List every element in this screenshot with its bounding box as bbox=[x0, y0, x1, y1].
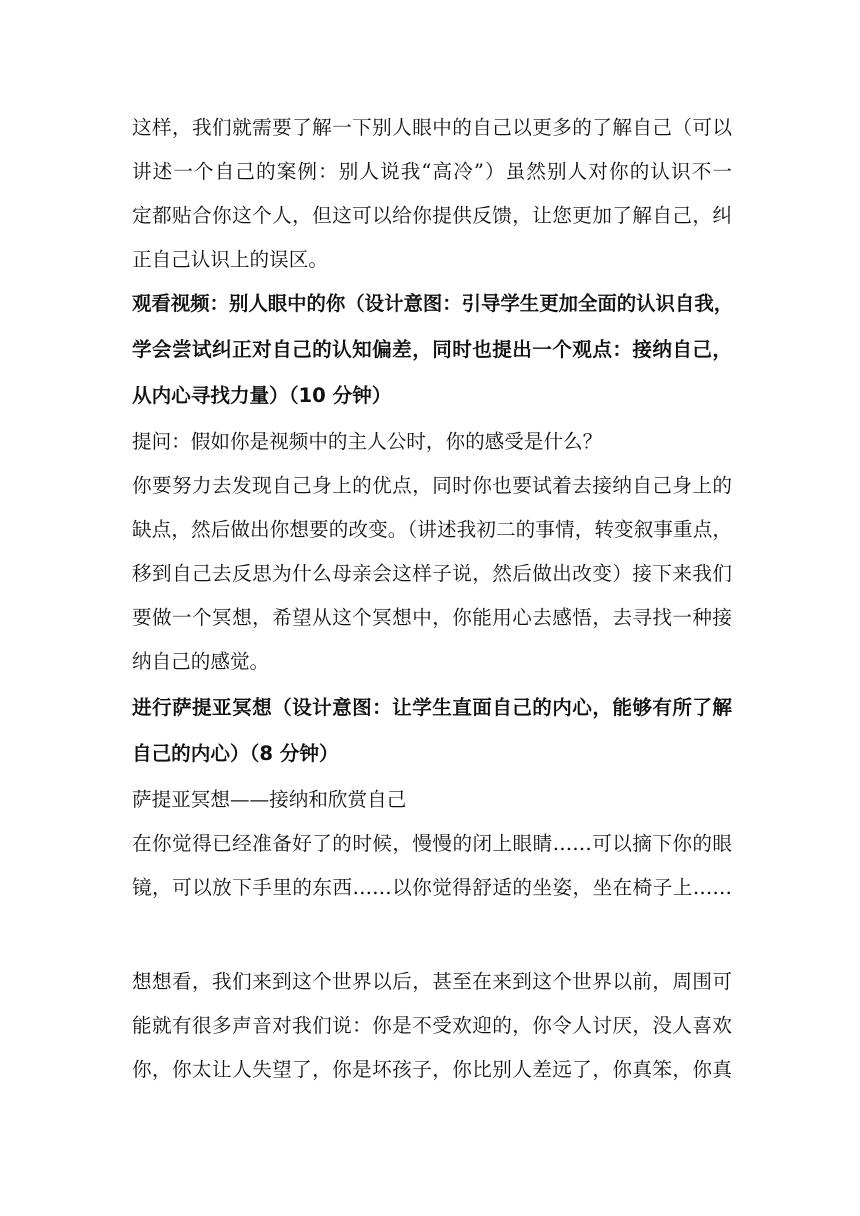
paragraph-line: 这样，我们就需要了解一下别人眼中的自己以更多的了解自己（可以 bbox=[132, 116, 732, 139]
subheading-line: 萨提亚冥想——接纳和欣赏自己 bbox=[132, 788, 407, 811]
paragraph-line: 在你觉得已经准备好了的时候，慢慢的闭上眼睛……可以摘下你的眼 bbox=[132, 832, 732, 855]
paragraph-line: 能就有很多声音对我们说：你是不受欢迎的，你令人讨厌，没人喜欢 bbox=[132, 1014, 732, 1037]
paragraph-line: 缺点，然后做出你想要的改变。（讲述我初二的事情，转变叙事重点， bbox=[132, 518, 732, 541]
paragraph-line: 你要努力去发现自己身上的优点，同时你也要试着去接纳自己身上的 bbox=[132, 474, 732, 497]
paragraph-line: 提问：假如你是视频中的主人公时，你的感受是什么？ bbox=[132, 430, 603, 453]
paragraph-line: 镜，可以放下手里的东西……以你觉得舒适的坐姿，坐在椅子上…… bbox=[132, 876, 732, 899]
paragraph-line: 要做一个冥想，希望从这个冥想中，你能用心去感悟，去寻找一种接 bbox=[132, 606, 732, 629]
paragraph-line: 纳自己的感觉。 bbox=[132, 650, 270, 673]
section-heading-line: 进行萨提亚冥想（设计意图：让学生直面自己的内心，能够有所了解 bbox=[132, 696, 732, 719]
paragraph-line: 想想看，我们来到这个世界以后，甚至在来到这个世界以前，周围可 bbox=[132, 970, 732, 993]
section-heading-line: 从内心寻找力量）（10 分钟） bbox=[132, 384, 392, 407]
section-heading-line: 观看视频：别人眼中的你（设计意图：引导学生更加全面的认识自我， bbox=[132, 292, 734, 315]
section-heading-line: 学会尝试纠正对自己的认知偏差，同时也提出一个观点：接纳自己， bbox=[132, 338, 732, 361]
paragraph-line: 正自己认识上的误区。 bbox=[132, 248, 328, 271]
paragraph-line: 移到自己去反思为什么母亲会这样子说，然后做出改变）接下来我们 bbox=[132, 562, 732, 585]
paragraph-line: 定都贴合你这个人，但这可以给你提供反馈，让您更加了解自己，纠 bbox=[132, 204, 732, 227]
paragraph-line: 讲述一个自己的案例：别人说我“高冷”）虽然别人对你的认识不一 bbox=[132, 160, 732, 183]
section-heading-line: 自己的内心）（8 分钟） bbox=[132, 742, 339, 765]
paragraph-line: 你，你太让人失望了，你是坏孩子，你比别人差远了，你真笨，你真 bbox=[132, 1058, 732, 1081]
